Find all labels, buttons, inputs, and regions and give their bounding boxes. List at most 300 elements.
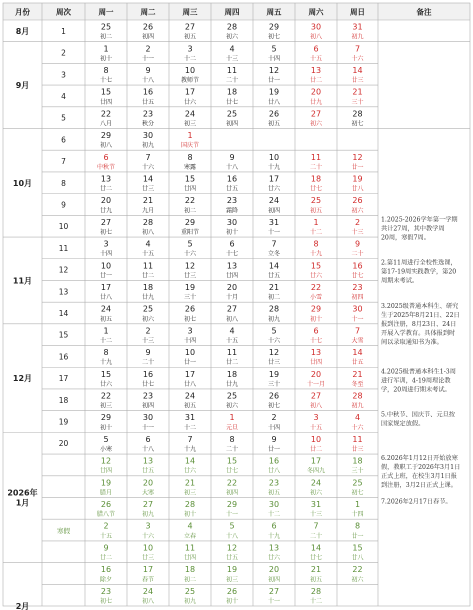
day-number: 13 [226, 261, 238, 271]
lunar-date: 廿六 [183, 467, 197, 475]
lunar-date: 初六 [309, 120, 323, 128]
day-number: 21 [310, 565, 322, 575]
day-number: 29 [310, 304, 322, 314]
lunar-date: 初三 [183, 489, 197, 497]
lunar-date: 初七 [351, 489, 364, 497]
month-label: 2月 [15, 602, 30, 610]
lunar-date: 廿七 [225, 467, 239, 475]
day-number: 13 [310, 348, 322, 358]
day-number: 19 [268, 369, 280, 379]
remark-text: 第17-19周实践教学，第20 [381, 268, 457, 276]
remark-text: 5.中秋节、国庆节、元旦按 [381, 411, 455, 419]
lunar-date: 十四 [99, 250, 113, 258]
lunar-date: 初五 [183, 402, 197, 410]
week-number: 10 [58, 222, 69, 232]
lunar-date: 大寒 [141, 489, 155, 497]
month-label: 12月 [12, 374, 33, 384]
day-number: 21 [352, 87, 363, 97]
lunar-date: 初九 [183, 597, 197, 605]
day-number: 7 [354, 44, 361, 54]
lunar-date: 九月 [141, 207, 155, 215]
day-number: 28 [268, 304, 280, 314]
lunar-date: 十四 [351, 511, 364, 519]
day-number: 14 [352, 65, 363, 75]
month-label: 10月 [12, 178, 33, 188]
day-number: 17 [184, 87, 196, 97]
lunar-date: 二十 [225, 446, 239, 454]
day-number: 1 [103, 326, 109, 336]
lunar-date: 十一月 [306, 380, 326, 388]
lunar-date: 十二 [309, 228, 323, 236]
month-label: 2026年 [7, 488, 38, 498]
lunar-date: 初四 [351, 294, 364, 302]
lunar-date: 十五 [225, 337, 239, 345]
lunar-date: 廿二 [309, 446, 323, 454]
day-number: 20 [310, 369, 322, 379]
week-number: 15 [58, 330, 69, 340]
day-number: 20 [310, 87, 322, 97]
day-number: 10 [268, 152, 280, 162]
lunar-date: 廿五 [351, 359, 364, 367]
lunar-date: 初五 [99, 315, 113, 323]
remark-text: 到注册，3月2日正式上课。 [381, 482, 457, 490]
week-number: 5 [61, 113, 66, 123]
day-number: 12 [226, 543, 238, 553]
day-number: 6 [313, 44, 319, 54]
lunar-date: 秋分 [141, 120, 155, 128]
lunar-date: 初四 [141, 33, 155, 41]
day-number: 1 [354, 500, 361, 510]
lunar-date: 十八 [225, 532, 239, 540]
day-number: 18 [184, 565, 196, 575]
day-number: 2 [271, 413, 277, 423]
lunar-date: 十六 [351, 55, 364, 63]
lunar-date: 八月 [99, 120, 113, 128]
lunar-date: 十一 [141, 55, 155, 63]
day-number: 13 [100, 174, 112, 184]
week-number: 6 [61, 135, 66, 145]
lunar-date: 廿一 [351, 532, 364, 540]
remark-text: 报到注册，8月23日、24日 [381, 321, 457, 329]
day-number: 15 [310, 261, 322, 271]
lunar-date: 廿二 [309, 77, 323, 85]
day-number: 27 [310, 109, 322, 119]
lunar-date: 廿七 [351, 272, 364, 280]
lunar-date: 十一 [267, 228, 281, 236]
day-number: 18 [226, 369, 238, 379]
day-number: 29 [226, 500, 238, 510]
day-number: 6 [145, 434, 151, 444]
day-number: 3 [187, 44, 193, 54]
lunar-date: 十二 [183, 55, 197, 63]
day-number: 10 [142, 543, 154, 553]
lunar-date: 廿一 [183, 359, 197, 367]
lunar-date: 廿九 [225, 380, 239, 388]
lunar-date: 十四 [183, 337, 197, 345]
month-label: 11月 [12, 276, 33, 286]
day-number: 30 [268, 500, 280, 510]
day-number: 16 [142, 369, 154, 379]
day-number: 30 [310, 22, 322, 32]
day-number: 26 [268, 109, 280, 119]
lunar-date: 初五 [267, 489, 281, 497]
day-number: 18 [142, 282, 154, 292]
lunar-date: 十九 [309, 250, 323, 258]
day-number: 11 [184, 543, 196, 553]
day-number: 14 [268, 261, 280, 271]
lunar-date: 廿六 [267, 554, 281, 562]
day-number: 4 [229, 326, 235, 336]
day-number: 23 [100, 586, 112, 596]
day-number: 7 [354, 326, 361, 336]
lunar-date: 除夕 [99, 576, 113, 584]
lunar-date: 十九 [267, 532, 281, 540]
day-number: 11 [352, 434, 363, 444]
day-number: 7 [313, 521, 319, 531]
lunar-date: 初八 [99, 142, 113, 150]
column-header: 周六 [308, 7, 324, 17]
day-number: 19 [226, 565, 238, 575]
day-number: 2 [145, 44, 151, 54]
remark-text: 进行军训，4-19周理论教 [381, 377, 451, 385]
lunar-date: 初六 [225, 33, 239, 41]
day-number: 28 [226, 22, 238, 32]
day-number: 17 [184, 369, 196, 379]
day-number: 23 [268, 478, 280, 488]
lunar-date: 初四 [225, 120, 239, 128]
lunar-date: 初六 [351, 576, 364, 584]
day-number: 1 [313, 217, 319, 227]
lunar-date: 初九 [267, 315, 281, 323]
lunar-date: 廿四 [183, 185, 197, 193]
lunar-date: 廿一 [351, 163, 364, 171]
lunar-date: 廿四 [183, 554, 197, 562]
day-number: 28 [310, 586, 322, 596]
day-number: 15 [226, 456, 238, 466]
day-number: 25 [142, 304, 154, 314]
lunar-date: 初九 [351, 33, 364, 41]
lunar-date: 廿三 [351, 446, 364, 454]
day-number: 28 [184, 500, 196, 510]
day-number: 26 [226, 586, 238, 596]
lunar-date: 廿五 [225, 554, 239, 562]
lunar-date: 初四 [141, 402, 155, 410]
lunar-date: 廿一 [267, 77, 281, 85]
lunar-date: 十三 [141, 337, 155, 345]
lunar-date: 廿三 [141, 554, 155, 562]
lunar-date: 初八 [309, 402, 323, 410]
day-number: 26 [352, 196, 363, 206]
lunar-date: 廿八 [183, 380, 197, 388]
day-number: 11 [142, 261, 154, 271]
week-number: 14 [58, 309, 69, 318]
day-number: 24 [100, 304, 112, 314]
lunar-date: 初六 [309, 489, 323, 497]
lunar-date: 国庆节 [180, 142, 200, 150]
week-number: 19 [58, 417, 69, 427]
lunar-date: 廿五 [141, 98, 155, 106]
lunar-date: 初十 [225, 228, 239, 236]
day-number: 27 [310, 391, 322, 401]
lunar-date: 十八 [141, 446, 155, 454]
day-number: 8 [103, 348, 109, 358]
day-number: 8 [313, 239, 319, 249]
lunar-date: 寒露 [183, 163, 197, 171]
day-number: 27 [268, 586, 280, 596]
day-number: 11 [226, 348, 238, 358]
remark-text: 4.2025级普通本科生1-3周 [381, 368, 456, 376]
lunar-date: 十一 [351, 315, 364, 323]
lunar-date: 二十 [351, 250, 364, 258]
day-number: 27 [226, 304, 238, 314]
day-number: 28 [352, 391, 363, 401]
day-number: 13 [310, 65, 322, 75]
day-number: 1 [103, 44, 109, 54]
lunar-date: 三十 [351, 98, 364, 106]
day-number: 17 [100, 282, 112, 292]
day-number: 3 [187, 326, 193, 336]
day-number: 3 [313, 413, 319, 423]
month-label: 1月 [15, 498, 30, 508]
day-number: 10 [100, 261, 112, 271]
lunar-date: 廿六 [183, 98, 197, 106]
day-number: 2 [145, 326, 151, 336]
day-number: 16 [268, 456, 280, 466]
day-number: 31 [310, 500, 322, 510]
day-number: 20 [100, 196, 112, 206]
day-number: 23 [226, 196, 238, 206]
column-header: 备注 [416, 7, 432, 17]
day-number: 11 [310, 152, 322, 162]
day-number: 4 [229, 44, 235, 54]
column-header: 周一 [98, 7, 114, 17]
week-number: 18 [58, 395, 69, 405]
day-number: 31 [352, 22, 363, 32]
lunar-date: 初二 [267, 294, 281, 302]
day-number: 3 [145, 521, 151, 531]
lunar-date: 初九 [141, 511, 155, 519]
day-number: 26 [100, 500, 112, 510]
lunar-date: 廿八 [267, 467, 281, 475]
day-number: 12 [352, 152, 363, 162]
lunar-date: 廿四 [309, 359, 323, 367]
day-number: 9 [229, 152, 235, 162]
lunar-date: 二十 [309, 163, 323, 171]
day-number: 18 [226, 87, 238, 97]
day-number: 4 [145, 239, 151, 249]
lunar-date: 廿四 [99, 467, 113, 475]
column-header: 周三 [182, 7, 198, 17]
lunar-date: 十四 [267, 55, 281, 63]
day-number: 22 [100, 391, 112, 401]
day-number: 17 [142, 565, 154, 575]
day-number: 9 [354, 239, 361, 249]
lunar-date: 立冬 [267, 250, 281, 258]
day-number: 22 [184, 196, 196, 206]
lunar-date: 廿九 [141, 294, 155, 302]
week-number: 20 [58, 439, 69, 449]
day-number: 6 [313, 326, 319, 336]
day-number: 10 [310, 434, 322, 444]
lunar-date: 小寒 [99, 446, 113, 454]
day-number: 9 [271, 434, 277, 444]
lunar-date: 初六 [141, 315, 155, 323]
lunar-date: 廿三 [141, 185, 155, 193]
lunar-date: 廿二 [99, 554, 113, 562]
lunar-date: 十六 [141, 532, 155, 540]
lunar-date: 二十 [225, 77, 239, 85]
week-number: 9 [61, 200, 66, 210]
lunar-date: 廿八 [99, 294, 113, 302]
lunar-date: 廿八 [351, 554, 364, 562]
week-number: 3 [61, 70, 66, 80]
day-number: 4 [354, 413, 361, 423]
day-number: 7 [271, 239, 277, 249]
day-number: 30 [352, 304, 363, 314]
day-number: 19 [184, 282, 196, 292]
lunar-date: 初三 [183, 120, 197, 128]
week-number: 13 [58, 287, 69, 297]
day-number: 6 [103, 152, 109, 162]
lunar-date: 初五 [183, 33, 197, 41]
day-number: 27 [142, 500, 154, 510]
day-number: 9 [103, 543, 109, 553]
day-number: 14 [352, 348, 363, 358]
lunar-date: 十九 [183, 446, 197, 454]
day-number: 25 [100, 22, 112, 32]
lunar-date: 腊月 [99, 489, 113, 497]
day-number: 28 [352, 109, 363, 119]
lunar-date: 大雪 [351, 337, 364, 345]
day-number: 27 [100, 217, 112, 227]
day-number: 15 [352, 543, 363, 553]
day-number: 18 [310, 174, 322, 184]
lunar-date: 廿七 [309, 554, 323, 562]
lunar-date: 十六 [351, 424, 364, 432]
lunar-date: 元旦 [225, 424, 239, 432]
day-number: 13 [268, 543, 280, 553]
lunar-date: 廿六 [99, 380, 113, 388]
remark-text: 1.2025-2026学年第一学期 [381, 216, 458, 224]
day-number: 30 [142, 131, 154, 141]
day-number: 21 [184, 478, 196, 488]
column-header: 周四 [224, 7, 240, 17]
remark-text: 假，教职工于2026年3月1日 [381, 464, 461, 472]
lunar-date: 十三 [351, 228, 364, 236]
week-number: 1 [61, 26, 66, 36]
day-number: 24 [184, 109, 196, 119]
day-number: 4 [187, 521, 193, 531]
lunar-date: 十二 [267, 511, 281, 519]
lunar-date: 廿八 [267, 98, 281, 106]
lunar-date: 初二 [183, 207, 197, 215]
day-number: 24 [184, 391, 196, 401]
remark-text: 间以录取通知书为准。 [381, 339, 443, 347]
lunar-date: 十一 [267, 597, 281, 605]
remark-text: 周期末考试。 [381, 277, 419, 285]
lunar-date: 十八 [141, 77, 155, 85]
lunar-date: 初六 [351, 207, 364, 215]
lunar-date: 教师节 [180, 77, 200, 85]
day-number: 14 [310, 543, 322, 553]
day-number: 20 [226, 282, 238, 292]
lunar-date: 初九 [141, 142, 155, 150]
lunar-date: 三十 [351, 467, 364, 475]
remark-text: 7.2026年2月17日春节。 [381, 498, 452, 506]
day-number: 25 [352, 478, 363, 488]
remark-text: 3.2025级普通本科生、研究 [381, 303, 459, 311]
lunar-date: 初二 [183, 576, 197, 584]
lunar-date: 冬至 [351, 380, 364, 388]
day-number: 23 [142, 391, 154, 401]
lunar-date: 初十 [99, 424, 113, 432]
lunar-date: 十二 [99, 337, 113, 345]
day-number: 13 [142, 456, 154, 466]
lunar-date: 廿五 [225, 185, 239, 193]
day-number: 12 [268, 65, 280, 75]
lunar-date: 初三 [99, 402, 113, 410]
lunar-date: 春节 [141, 576, 155, 584]
lunar-date: 初五 [309, 576, 323, 584]
lunar-date: 廿二 [141, 272, 155, 280]
day-number: 24 [310, 478, 322, 488]
day-number: 22 [310, 282, 322, 292]
lunar-date: 廿五 [267, 272, 281, 280]
week-number: 12 [58, 265, 69, 275]
day-number: 31 [184, 413, 196, 423]
day-number: 20 [268, 565, 280, 575]
day-number: 15 [100, 87, 112, 97]
lunar-date: 廿九 [309, 98, 323, 106]
day-number: 1 [187, 131, 193, 141]
lunar-date: 初四 [225, 489, 239, 497]
remark-text: 学，20周进行期末考试。 [381, 386, 451, 394]
lunar-date: 初五 [267, 120, 281, 128]
lunar-date: 廿七 [141, 380, 155, 388]
lunar-date: 初七 [99, 597, 113, 605]
lunar-date: 十六 [183, 250, 197, 258]
lunar-date: 初七 [99, 228, 113, 236]
day-number: 26 [184, 304, 196, 314]
lunar-date: 小雪 [309, 294, 323, 302]
day-number: 25 [226, 109, 238, 119]
week-number: 17 [58, 374, 69, 384]
day-number: 31 [268, 217, 280, 227]
day-number: 16 [226, 174, 238, 184]
week-number: 2 [61, 48, 66, 58]
week-number: 16 [58, 352, 69, 362]
column-header: 周五 [266, 7, 282, 17]
lunar-date: 初八 [225, 315, 239, 323]
day-number: 29 [100, 131, 112, 141]
lunar-date: 廿九 [99, 207, 113, 215]
lunar-date: 廿一 [267, 446, 281, 454]
lunar-date: 十九 [267, 163, 281, 171]
lunar-date: 初七 [351, 120, 364, 128]
lunar-date: 十六 [141, 163, 155, 171]
day-number: 20 [142, 478, 154, 488]
day-number: 5 [271, 44, 277, 54]
day-number: 22 [352, 565, 363, 575]
day-number: 16 [100, 565, 112, 575]
column-header: 周二 [140, 7, 156, 17]
lunar-date: 初十 [225, 597, 239, 605]
lunar-date: 廿三 [183, 272, 197, 280]
day-number: 21 [352, 369, 363, 379]
lunar-date: 廿二 [99, 185, 113, 193]
day-number: 29 [184, 217, 196, 227]
remark-text: 6.2026年1月12日开始放寒 [381, 455, 458, 463]
